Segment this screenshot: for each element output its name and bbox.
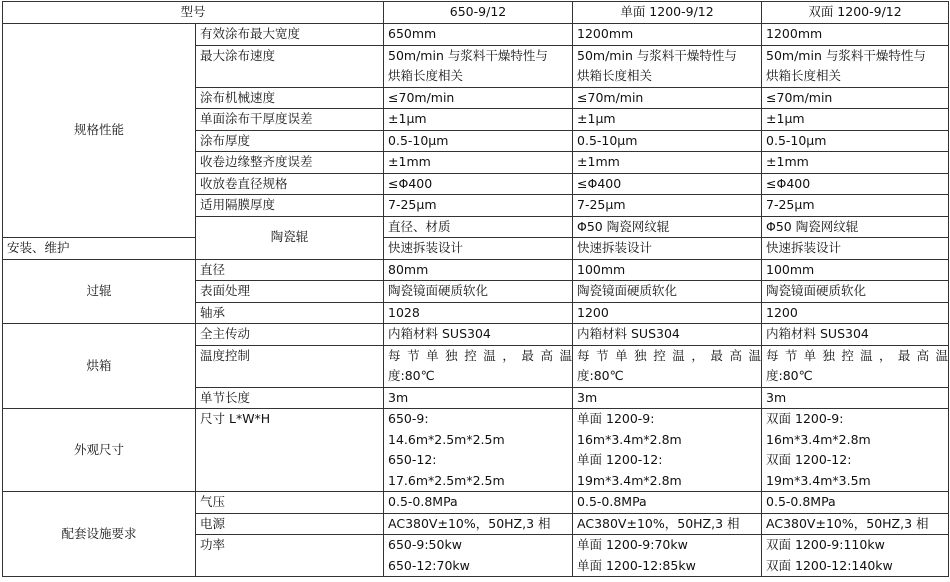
cell: Φ50 陶瓷网纹辊 bbox=[573, 216, 762, 238]
row-label: 直径、材质 bbox=[384, 216, 573, 238]
cell bbox=[762, 45, 949, 87]
cell: 1200mm bbox=[762, 24, 949, 46]
cell-line: 双面 1200-9:110kw bbox=[766, 537, 885, 552]
cell bbox=[573, 45, 762, 87]
cell bbox=[762, 345, 949, 387]
cell bbox=[573, 409, 762, 492]
cell-line: 16m*3.4m*2.8m bbox=[577, 431, 682, 447]
cell-line: 双面 1200-12: bbox=[766, 452, 852, 467]
cell-line: 每节单独控温，最高温 bbox=[766, 347, 949, 363]
cell-line: 双面 1200-9: bbox=[766, 411, 844, 426]
cell bbox=[573, 535, 762, 577]
spec-table bbox=[2, 1, 949, 577]
cell: ≤Φ400 bbox=[762, 173, 949, 195]
cell: ≤70m/min bbox=[384, 87, 573, 109]
cell-line: 650-12:70kw bbox=[388, 557, 470, 573]
row-label: 轴承 bbox=[196, 302, 384, 324]
row-label: 单节长度 bbox=[196, 387, 384, 409]
cell: 1200mm bbox=[573, 24, 762, 46]
cell: ≤Φ400 bbox=[573, 173, 762, 195]
cell: 0.5-0.8MPa bbox=[573, 492, 762, 514]
cell: Φ50 陶瓷网纹辊 bbox=[762, 216, 949, 238]
row-label: 电源 bbox=[196, 513, 384, 535]
cell: ±1μm bbox=[384, 109, 573, 131]
cell: ±1μm bbox=[573, 109, 762, 131]
group-ceramic-roller: 陶瓷辊 bbox=[196, 216, 384, 259]
table-row bbox=[3, 409, 949, 492]
row-label: 收放卷直径规格 bbox=[196, 173, 384, 195]
cell-line: 单面 1200-12: bbox=[577, 452, 663, 467]
table-row bbox=[3, 259, 949, 281]
cell: ≤70m/min bbox=[762, 87, 949, 109]
table-row bbox=[3, 238, 949, 260]
cell: 1200 bbox=[573, 302, 762, 324]
cell: 内箱材料 SUS304 bbox=[762, 324, 949, 346]
cell: 0.5-0.8MPa bbox=[384, 492, 573, 514]
cell: 快速拆装设计 bbox=[573, 238, 762, 260]
row-label: 全主传动 bbox=[196, 324, 384, 346]
cell-line: 650-12: bbox=[388, 452, 437, 467]
cell: 0.5-10μm bbox=[384, 130, 573, 152]
cell bbox=[573, 345, 762, 387]
cell-line: 650-9: bbox=[388, 411, 429, 426]
cell: 0.5-10μm bbox=[762, 130, 949, 152]
cell: ≤70m/min bbox=[573, 87, 762, 109]
cell-line: 19m*3.4m*2.8m bbox=[577, 472, 682, 488]
row-label: 尺寸 L*W*H bbox=[196, 409, 384, 492]
header-col-double-1200: 双面 1200-9/12 bbox=[762, 2, 949, 24]
group-oven: 烘箱 bbox=[3, 324, 196, 409]
group-guide-roller: 过辊 bbox=[3, 259, 196, 324]
cell: ±1mm bbox=[573, 152, 762, 174]
row-label: 涂布厚度 bbox=[196, 130, 384, 152]
cell-line: 每节单独控温，最高温 bbox=[388, 347, 573, 363]
cell-line: 烘箱长度相关 bbox=[388, 68, 464, 83]
cell: 1200 bbox=[762, 302, 949, 324]
cell: ≤Φ400 bbox=[384, 173, 573, 195]
row-label: 有效涂布最大宽度 bbox=[196, 24, 384, 46]
row-label: 表面处理 bbox=[196, 281, 384, 303]
row-label: 适用隔膜厚度 bbox=[196, 195, 384, 217]
cell: 3m bbox=[573, 387, 762, 409]
cell-line: 烘箱长度相关 bbox=[766, 68, 842, 83]
cell: 快速拆装设计 bbox=[762, 238, 949, 260]
cell bbox=[384, 535, 573, 577]
header-col-650: 650-9/12 bbox=[384, 2, 573, 24]
cell: 7-25μm bbox=[384, 195, 573, 217]
cell: 80mm bbox=[384, 259, 573, 281]
cell bbox=[384, 45, 573, 87]
cell-line: 度:80℃ bbox=[577, 368, 624, 383]
cell bbox=[762, 535, 949, 577]
cell-line: 17.6m*2.5m*2.5m bbox=[388, 472, 505, 488]
cell: ±1mm bbox=[384, 152, 573, 174]
header-col-single-1200: 单面 1200-9/12 bbox=[573, 2, 762, 24]
row-label: 收卷边缘整齐度误差 bbox=[196, 152, 384, 174]
row-label: 直径 bbox=[196, 259, 384, 281]
cell bbox=[384, 409, 573, 492]
cell-line: 单面 1200-9: bbox=[577, 411, 655, 426]
cell: 陶瓷镜面硬质软化 bbox=[762, 281, 949, 303]
row-label: 功率 bbox=[196, 535, 384, 577]
cell: 陶瓷镜面硬质软化 bbox=[384, 281, 573, 303]
cell-line: 650-9:50kw bbox=[388, 537, 462, 552]
row-label: 气压 bbox=[196, 492, 384, 514]
cell: 3m bbox=[762, 387, 949, 409]
cell: AC380V±10%，50HZ,3 相 bbox=[573, 513, 762, 535]
cell-line: 单面 1200-12:85kw bbox=[577, 557, 696, 573]
cell: ±1μm bbox=[762, 109, 949, 131]
row-label: 安装、维护 bbox=[3, 238, 196, 260]
cell: 0.5-10μm bbox=[573, 130, 762, 152]
header-row bbox=[3, 2, 949, 24]
cell: 内箱材料 SUS304 bbox=[384, 324, 573, 346]
row-label: 温度控制 bbox=[196, 345, 384, 387]
row-label: 单面涂布干厚度误差 bbox=[196, 109, 384, 131]
cell-line: 双面 1200-12:140kw bbox=[766, 557, 893, 573]
cell: 0.5-0.8MPa bbox=[762, 492, 949, 514]
cell: 陶瓷镜面硬质软化 bbox=[573, 281, 762, 303]
cell: 7-25μm bbox=[762, 195, 949, 217]
group-dimensions: 外观尺寸 bbox=[3, 409, 196, 492]
cell-line: 度:80℃ bbox=[766, 368, 813, 383]
table-row bbox=[3, 492, 949, 514]
cell-line: 度:80℃ bbox=[388, 368, 435, 383]
table-row bbox=[3, 24, 949, 46]
cell: AC380V±10%，50HZ,3 相 bbox=[384, 513, 573, 535]
cell-line: 烘箱长度相关 bbox=[577, 68, 653, 83]
header-model-label: 型号 bbox=[3, 2, 384, 24]
cell-line: 50m/min 与浆料干燥特性与 bbox=[577, 47, 737, 63]
cell-line: 50m/min 与浆料干燥特性与 bbox=[766, 47, 926, 63]
cell: 650mm bbox=[384, 24, 573, 46]
cell-line: 19m*3.4m*3.5m bbox=[766, 472, 871, 488]
cell: ±1mm bbox=[762, 152, 949, 174]
cell-line: 14.6m*2.5m*2.5m bbox=[388, 431, 505, 447]
cell-line: 单面 1200-9:70kw bbox=[577, 537, 688, 552]
cell: 3m bbox=[384, 387, 573, 409]
table-row bbox=[3, 324, 949, 346]
row-label: 最大涂布速度 bbox=[196, 45, 384, 87]
row-label: 涂布机械速度 bbox=[196, 87, 384, 109]
cell: 100mm bbox=[762, 259, 949, 281]
cell bbox=[762, 409, 949, 492]
cell: 7-25μm bbox=[573, 195, 762, 217]
group-facilities: 配套设施要求 bbox=[3, 492, 196, 577]
cell: 快速拆装设计 bbox=[384, 238, 573, 260]
cell: AC380V±10%，50HZ,3 相 bbox=[762, 513, 949, 535]
cell-line: 50m/min 与浆料干燥特性与 bbox=[388, 47, 548, 63]
cell-line: 每节单独控温，最高温 bbox=[577, 347, 762, 363]
group-performance: 规格性能 bbox=[3, 24, 196, 238]
cell-line: 16m*3.4m*2.8m bbox=[766, 431, 871, 447]
cell: 100mm bbox=[573, 259, 762, 281]
cell: 内箱材料 SUS304 bbox=[573, 324, 762, 346]
cell bbox=[384, 345, 573, 387]
cell: 1028 bbox=[384, 302, 573, 324]
